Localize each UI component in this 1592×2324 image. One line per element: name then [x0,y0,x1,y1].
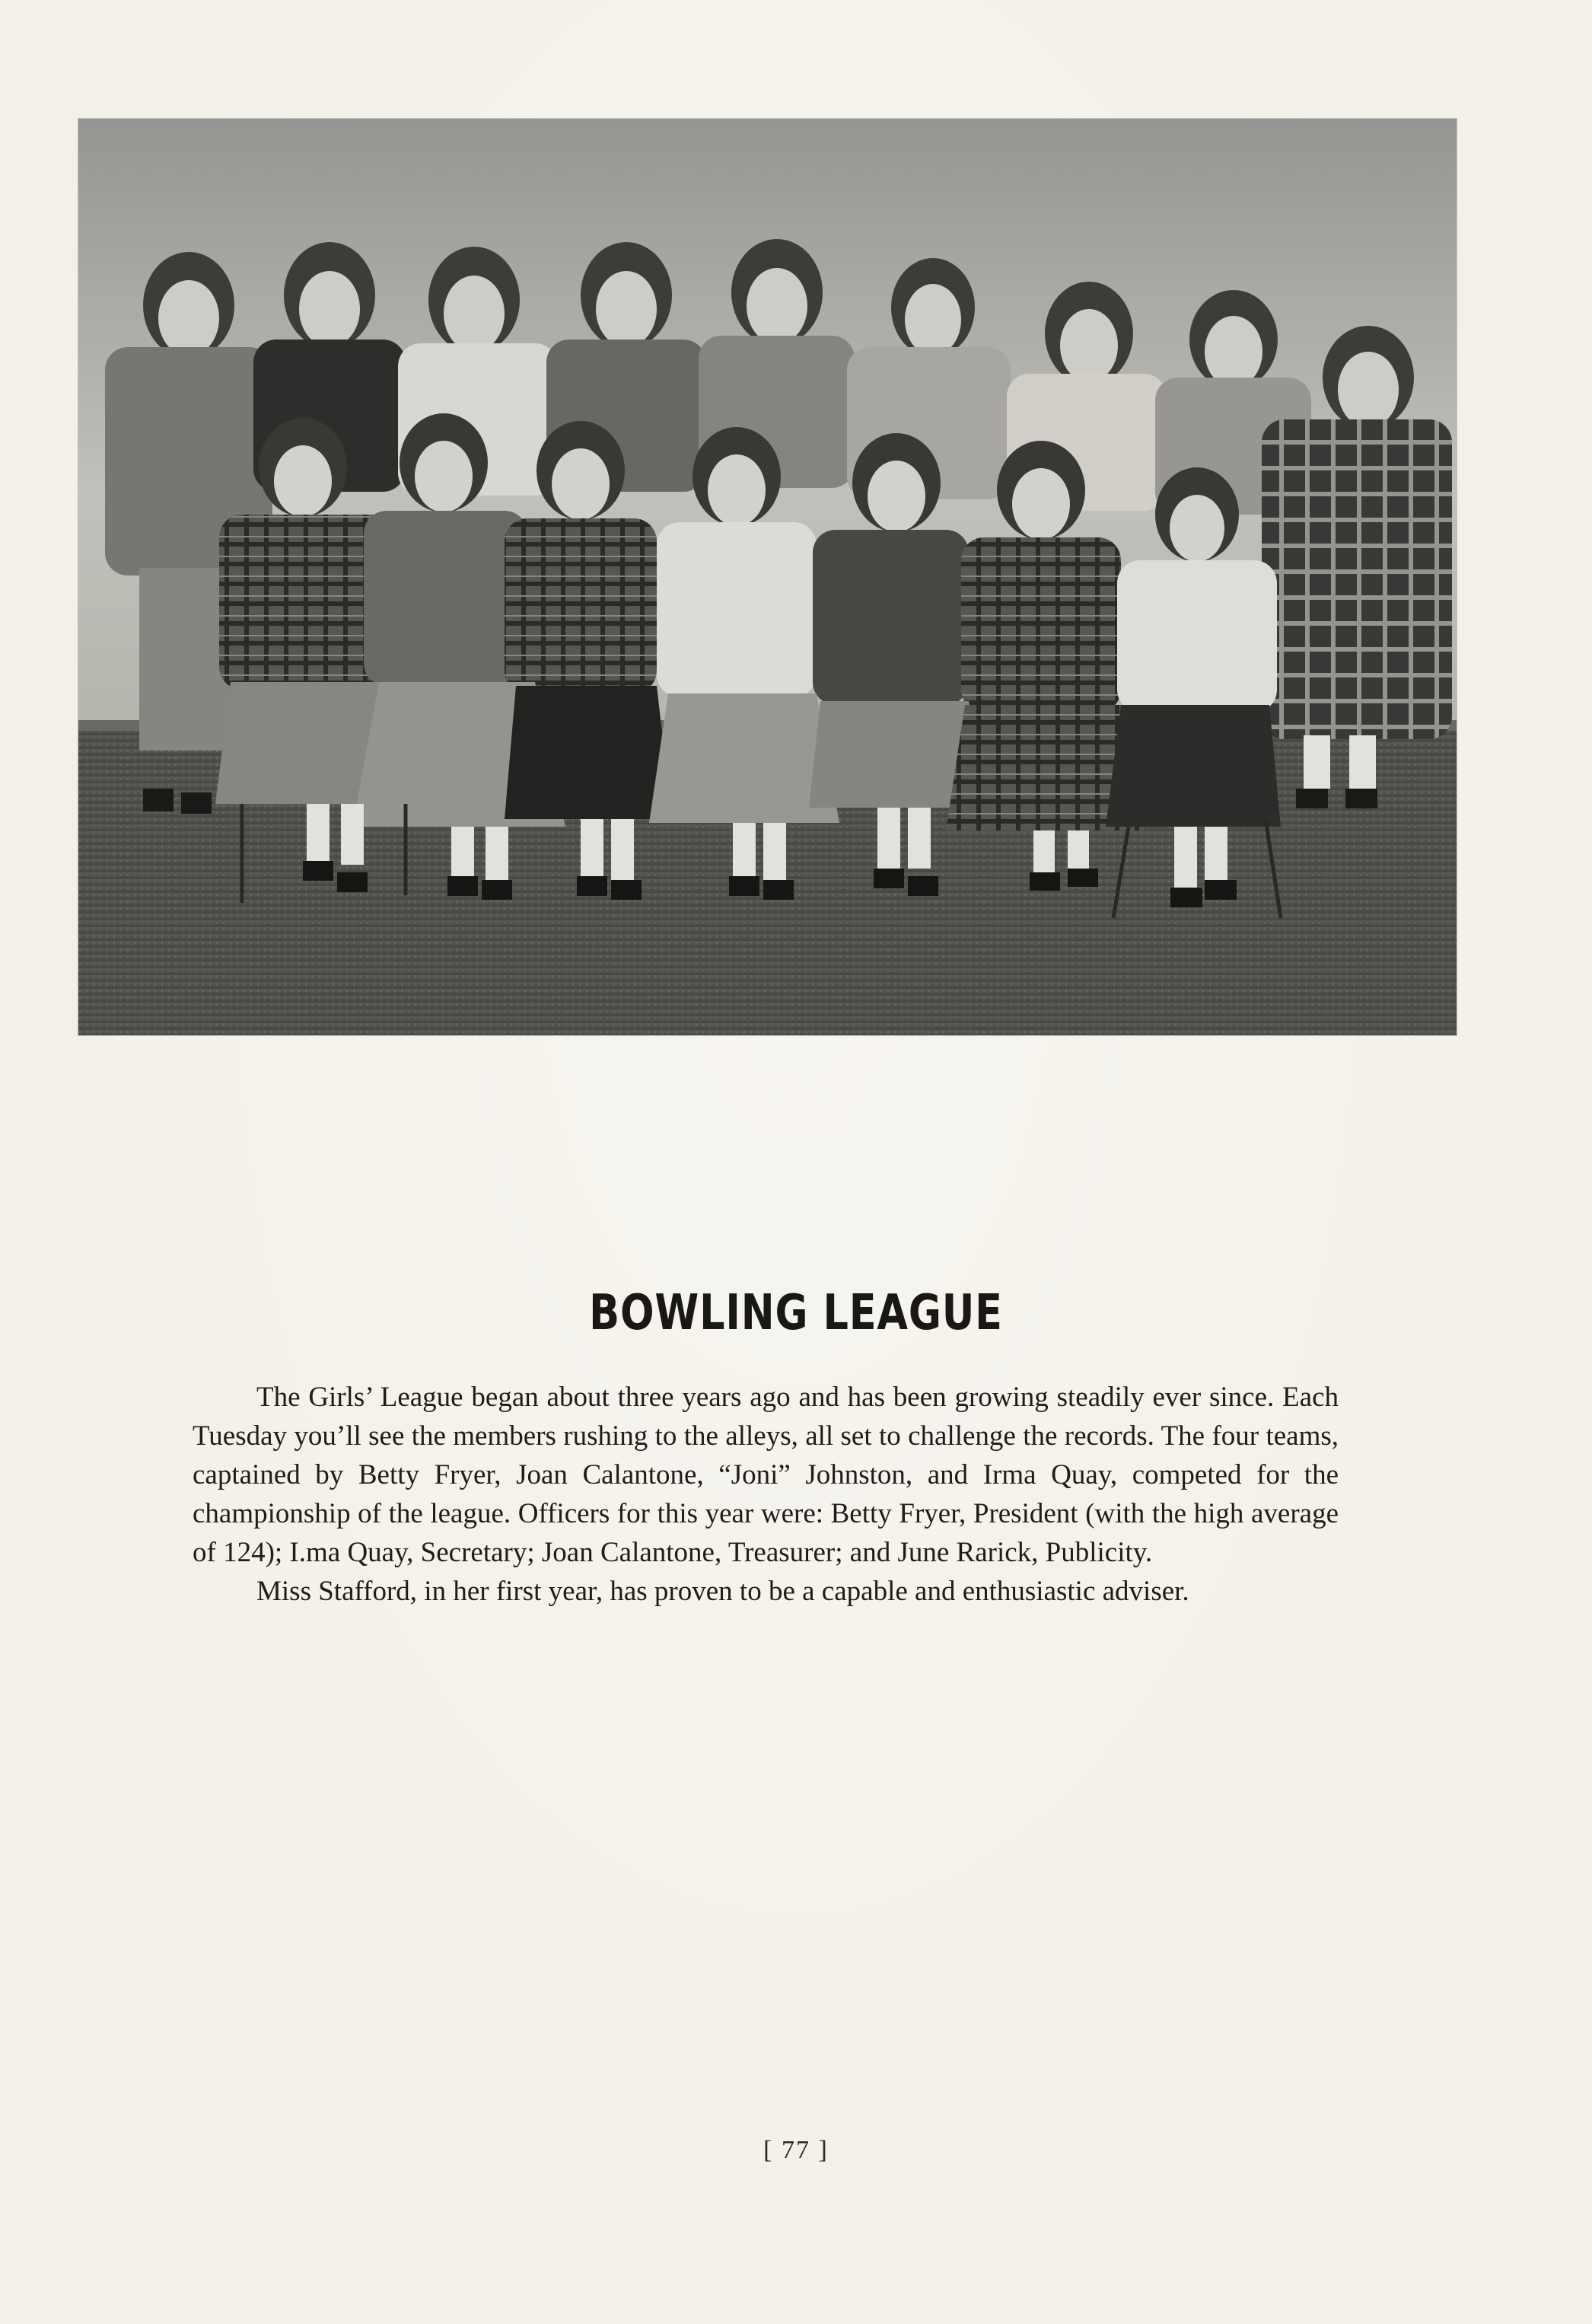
article-title: BOWLING LEAGUE [589,1285,1003,1341]
article-paragraph: Miss Stafford, in her first year, has proven to be a capable and enthusiastic adviser. [256,1576,1189,1607]
group-photo-image [78,119,1457,1035]
article-body [193,1378,1339,1611]
page-number: [ 77 ] [763,2136,829,2164]
article-paragraph: The Girls’ League began about three years ago and has been growing steadily ever since. Each Tuesday you’ll see the members rushing to the alleys, all set to challenge the records. The four teams, captained by Betty Fryer, Joan Calantone, “Joni” Johnston, and Irma Quay, competed for the championship of the league. Officers for this year were: Betty Fryer, President (with the high average of 124); I.ma Quay, Secretary; Joan Calantone, Treasurer; and June Rarick, Publicity. [193,1382,1339,1568]
group-photo [78,119,1457,1035]
